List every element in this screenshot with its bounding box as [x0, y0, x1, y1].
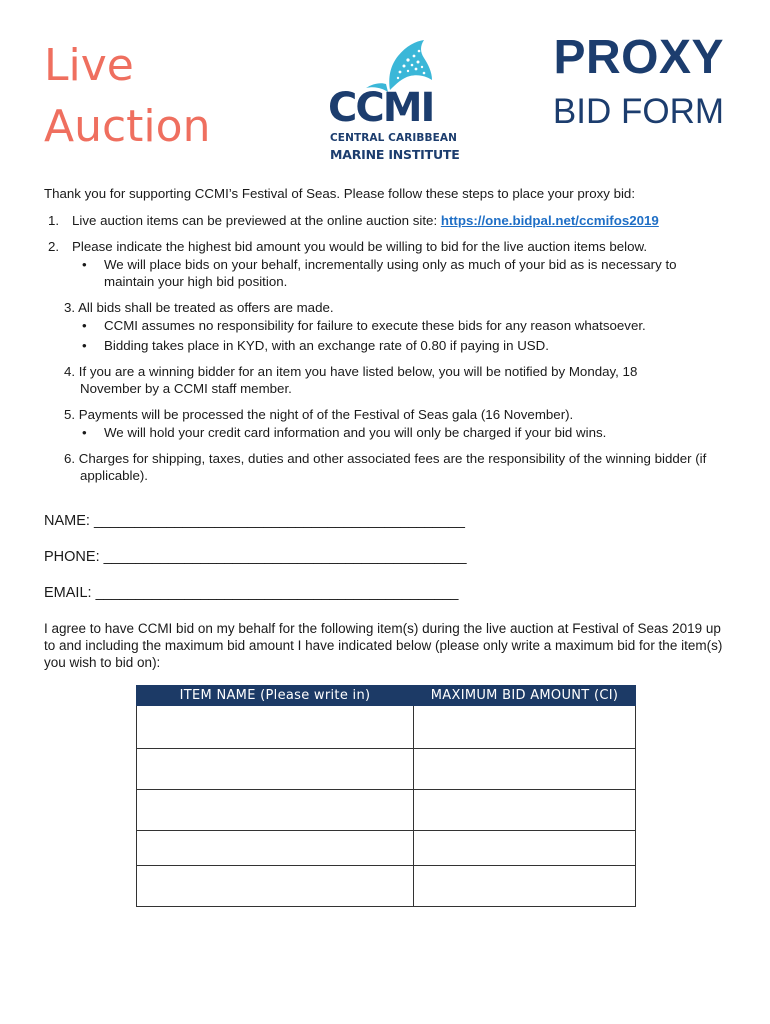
- auction-site-link[interactable]: https://one.bidpal.net/ccmifos2019: [440, 213, 659, 228]
- logo-wordmark: CCMI: [328, 85, 434, 131]
- table-header-row: [137, 686, 636, 706]
- logo-subtitle-1: CENTRAL CARIBBEAN: [330, 132, 458, 144]
- max-bid-cell[interactable]: [414, 831, 636, 866]
- name-field[interactable]: NAME: ______________________________________________: [44, 513, 465, 529]
- list-item: • Bidding takes place in KYD, with an exchange rate of 0.80 if paying in USD.: [82, 338, 549, 353]
- step-2: [44, 238, 734, 290]
- step-5: [44, 406, 734, 441]
- live-auction-line1: Live: [44, 40, 134, 91]
- item-name-cell[interactable]: [137, 706, 414, 749]
- max-bid-header: MAXIMUM BID AMOUNT (CI): [414, 686, 636, 706]
- step-text: All bids shall be treated as offers are made.: [78, 300, 334, 315]
- step-text: Charges for shipping, taxes, duties and other associated fees are the responsibility of the winning bidder (if applicable).: [78, 451, 707, 483]
- intro-text: Thank you for supporting CCMI’s Festival of Seas. Please follow these steps to place your proxy bid:: [44, 186, 636, 201]
- email-field[interactable]: EMAIL: _____________________________________________: [44, 585, 459, 601]
- max-bid-cell[interactable]: [414, 749, 636, 790]
- step-4: [44, 363, 734, 397]
- bullet-list: [64, 424, 734, 441]
- step-number: 1.: [48, 213, 60, 228]
- max-bid-cell[interactable]: [414, 790, 636, 831]
- item-name-cell[interactable]: [137, 749, 414, 790]
- list-item: • CCMI assumes no responsibility for failure to execute these bids for any reason whatsoever.: [82, 318, 646, 333]
- step-6: [44, 450, 734, 484]
- proxy-heading: PROXY: [553, 31, 724, 84]
- bid-form-heading: BID FORM: [552, 92, 724, 131]
- max-bid-cell[interactable]: [414, 866, 636, 907]
- table-row: [137, 790, 636, 831]
- list-item: • We will hold your credit card information and you will only be charged if your bid wins.: [82, 425, 607, 440]
- step-number: 4.: [64, 364, 76, 379]
- bid-table: [136, 685, 636, 907]
- step-3: [44, 299, 734, 354]
- table-row: [137, 831, 636, 866]
- table-row: [137, 706, 636, 749]
- step-text: Live auction items can be previewed at the online auction site:: [72, 213, 441, 228]
- live-auction-title: [44, 36, 210, 157]
- ccmi-logo: [328, 38, 460, 166]
- step-number: 6.: [64, 451, 76, 466]
- step-text: Please indicate the highest bid amount you would be willing to bid for the live auction items below.: [72, 239, 648, 254]
- live-auction-line2: Auction: [44, 100, 211, 152]
- item-name-cell[interactable]: [137, 866, 414, 907]
- step-number: 2.: [48, 239, 60, 254]
- table-row: [137, 749, 636, 790]
- item-name-cell[interactable]: [137, 790, 414, 831]
- instructions: [44, 185, 734, 493]
- table-row: [137, 866, 636, 907]
- item-name-header: ITEM NAME (Please write in): [137, 686, 414, 706]
- logo-subtitle-2: MARINE INSTITUTE: [330, 147, 460, 162]
- agreement-text: I agree to have CCMI bid on my behalf for the following item(s) during the live auction at Festival of Seas 2019 up to and including the maximum bid amount I have indicated below (please only write a maximum bid for the item(s) you wish to bid on):: [44, 621, 723, 670]
- step-text: Payments will be processed the night of of the Festival of Seas gala (16 November).: [78, 407, 574, 422]
- phone-field[interactable]: PHONE: _____________________________________________: [44, 549, 467, 565]
- step-number: 5.: [64, 407, 76, 422]
- step-1: [44, 212, 734, 229]
- item-name-cell[interactable]: [137, 831, 414, 866]
- bullet-list: [48, 256, 734, 290]
- max-bid-cell[interactable]: [414, 706, 636, 749]
- bullet-list: [64, 317, 734, 354]
- list-item: • We will place bids on your behalf, incrementally using only as much of your bid as is necessary to maintain your high bid position.: [82, 257, 677, 289]
- step-number: 3.: [64, 300, 76, 315]
- step-text: If you are a winning bidder for an item you have listed below, you will be notified by Monday, 18 November by a CCMI staff member.: [78, 364, 638, 396]
